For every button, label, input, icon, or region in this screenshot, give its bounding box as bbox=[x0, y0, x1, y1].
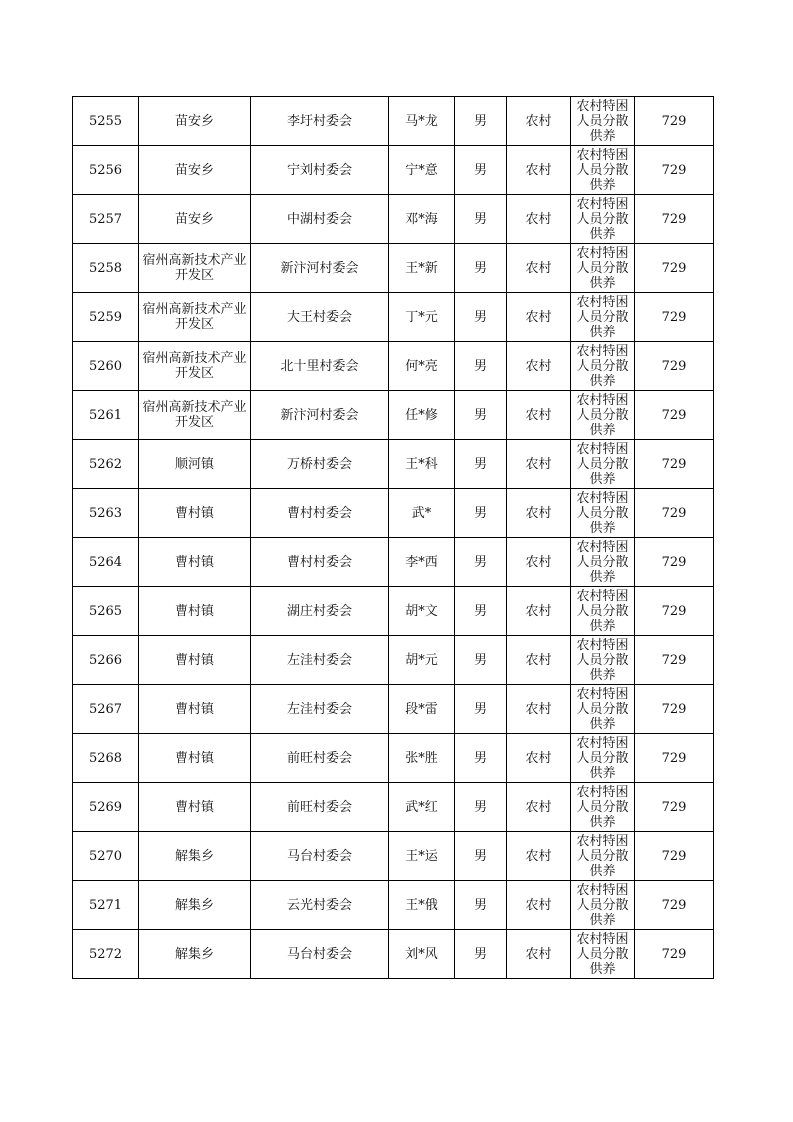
table-row bbox=[73, 97, 714, 146]
support-category-line: 供养 bbox=[589, 667, 616, 683]
township-cell: 曹村镇 bbox=[139, 538, 251, 587]
support-category-cell bbox=[571, 244, 635, 293]
person-name-cell: 王*运 bbox=[389, 832, 455, 881]
township-cell: 曹村镇 bbox=[139, 734, 251, 783]
support-category-line: 农村特困 bbox=[576, 735, 629, 751]
serial-number-cell: 5267 bbox=[73, 685, 139, 734]
area-type-cell: 农村 bbox=[507, 97, 571, 146]
gender-cell: 男 bbox=[455, 881, 507, 930]
table-row bbox=[73, 685, 714, 734]
table-row bbox=[73, 538, 714, 587]
support-category-cell bbox=[571, 587, 635, 636]
area-type-cell: 农村 bbox=[507, 734, 571, 783]
support-category-line: 人员分散 bbox=[576, 407, 629, 423]
support-category-line: 人员分散 bbox=[576, 211, 629, 227]
township-cell: 解集乡 bbox=[139, 832, 251, 881]
amount-cell: 729 bbox=[635, 685, 714, 734]
table-row bbox=[73, 440, 714, 489]
support-category-cell bbox=[571, 195, 635, 244]
support-category-cell bbox=[571, 97, 635, 146]
support-category-line: 供养 bbox=[589, 520, 616, 536]
table-row bbox=[73, 293, 714, 342]
support-category-cell bbox=[571, 930, 635, 979]
amount-cell: 729 bbox=[635, 538, 714, 587]
township-cell: 宿州高新技术产业开发区 bbox=[139, 342, 251, 391]
table-row bbox=[73, 244, 714, 293]
support-category-cell bbox=[571, 440, 635, 489]
support-category-line: 供养 bbox=[589, 275, 616, 291]
support-category-line: 人员分散 bbox=[576, 946, 629, 962]
support-category-line: 供养 bbox=[589, 471, 616, 487]
table-row bbox=[73, 391, 714, 440]
serial-number-cell: 5266 bbox=[73, 636, 139, 685]
area-type-cell: 农村 bbox=[507, 832, 571, 881]
township-cell: 曹村镇 bbox=[139, 783, 251, 832]
table-row bbox=[73, 783, 714, 832]
township-cell: 曹村镇 bbox=[139, 489, 251, 538]
village-committee-cell: 云光村委会 bbox=[251, 881, 389, 930]
support-category-line: 供养 bbox=[589, 373, 616, 389]
village-committee-cell: 前旺村委会 bbox=[251, 783, 389, 832]
person-name-cell: 王*科 bbox=[389, 440, 455, 489]
village-committee-cell: 左洼村委会 bbox=[251, 636, 389, 685]
village-committee-cell: 中湖村委会 bbox=[251, 195, 389, 244]
amount-cell: 729 bbox=[635, 587, 714, 636]
village-committee-cell: 马台村委会 bbox=[251, 832, 389, 881]
support-category-cell bbox=[571, 342, 635, 391]
person-name-cell: 王*俄 bbox=[389, 881, 455, 930]
person-name-cell: 丁*元 bbox=[389, 293, 455, 342]
person-name-cell: 武*红 bbox=[389, 783, 455, 832]
gender-cell: 男 bbox=[455, 489, 507, 538]
support-category-line: 人员分散 bbox=[576, 652, 629, 668]
township-cell: 宿州高新技术产业开发区 bbox=[139, 391, 251, 440]
village-committee-cell: 大王村委会 bbox=[251, 293, 389, 342]
amount-cell: 729 bbox=[635, 440, 714, 489]
serial-number-cell: 5261 bbox=[73, 391, 139, 440]
support-category-line: 人员分散 bbox=[576, 113, 629, 129]
person-name-cell: 胡*元 bbox=[389, 636, 455, 685]
support-category-line: 供养 bbox=[589, 128, 616, 144]
support-category-line: 农村特困 bbox=[576, 931, 629, 947]
support-category-line: 人员分散 bbox=[576, 750, 629, 766]
person-name-cell: 邓*海 bbox=[389, 195, 455, 244]
gender-cell: 男 bbox=[455, 293, 507, 342]
relief-roster-table bbox=[72, 96, 714, 979]
gender-cell: 男 bbox=[455, 930, 507, 979]
area-type-cell: 农村 bbox=[507, 685, 571, 734]
support-category-line: 供养 bbox=[589, 961, 616, 977]
gender-cell: 男 bbox=[455, 146, 507, 195]
serial-number-cell: 5271 bbox=[73, 881, 139, 930]
area-type-cell: 农村 bbox=[507, 195, 571, 244]
township-cell: 解集乡 bbox=[139, 930, 251, 979]
table-body bbox=[73, 97, 714, 979]
support-category-line: 农村特困 bbox=[576, 196, 629, 212]
amount-cell: 729 bbox=[635, 97, 714, 146]
support-category-line: 供养 bbox=[589, 177, 616, 193]
township-cell: 宿州高新技术产业开发区 bbox=[139, 293, 251, 342]
table-row bbox=[73, 930, 714, 979]
amount-cell: 729 bbox=[635, 146, 714, 195]
support-category-cell bbox=[571, 146, 635, 195]
serial-number-cell: 5255 bbox=[73, 97, 139, 146]
table-row bbox=[73, 489, 714, 538]
table-row bbox=[73, 832, 714, 881]
amount-cell: 729 bbox=[635, 342, 714, 391]
village-committee-cell: 左洼村委会 bbox=[251, 685, 389, 734]
support-category-cell bbox=[571, 783, 635, 832]
support-category-line: 农村特困 bbox=[576, 833, 629, 849]
village-committee-cell: 宁刘村委会 bbox=[251, 146, 389, 195]
support-category-line: 人员分散 bbox=[576, 799, 629, 815]
township-cell: 曹村镇 bbox=[139, 587, 251, 636]
amount-cell: 729 bbox=[635, 783, 714, 832]
table-row bbox=[73, 342, 714, 391]
gender-cell: 男 bbox=[455, 636, 507, 685]
person-name-cell: 马*龙 bbox=[389, 97, 455, 146]
support-category-line: 人员分散 bbox=[576, 309, 629, 325]
support-category-cell bbox=[571, 538, 635, 587]
support-category-line: 供养 bbox=[589, 912, 616, 928]
support-category-line: 农村特困 bbox=[576, 686, 629, 702]
support-category-line: 农村特困 bbox=[576, 490, 629, 506]
support-category-line: 农村特困 bbox=[576, 882, 629, 898]
person-name-cell: 张*胜 bbox=[389, 734, 455, 783]
support-category-line: 供养 bbox=[589, 422, 616, 438]
support-category-line: 人员分散 bbox=[576, 603, 629, 619]
support-category-line: 人员分散 bbox=[576, 897, 629, 913]
gender-cell: 男 bbox=[455, 97, 507, 146]
table-row bbox=[73, 734, 714, 783]
support-category-line: 农村特困 bbox=[576, 539, 629, 555]
serial-number-cell: 5260 bbox=[73, 342, 139, 391]
person-name-cell: 武* bbox=[389, 489, 455, 538]
gender-cell: 男 bbox=[455, 342, 507, 391]
support-category-line: 农村特困 bbox=[576, 637, 629, 653]
serial-number-cell: 5269 bbox=[73, 783, 139, 832]
village-committee-cell: 马台村委会 bbox=[251, 930, 389, 979]
village-committee-cell: 新汴河村委会 bbox=[251, 244, 389, 293]
support-category-line: 供养 bbox=[589, 814, 616, 830]
support-category-line: 农村特困 bbox=[576, 441, 629, 457]
support-category-line: 农村特困 bbox=[576, 147, 629, 163]
village-committee-cell: 北十里村委会 bbox=[251, 342, 389, 391]
township-cell: 苗安乡 bbox=[139, 195, 251, 244]
person-name-cell: 何*亮 bbox=[389, 342, 455, 391]
gender-cell: 男 bbox=[455, 685, 507, 734]
support-category-line: 人员分散 bbox=[576, 260, 629, 276]
village-committee-cell: 李圩村委会 bbox=[251, 97, 389, 146]
amount-cell: 729 bbox=[635, 489, 714, 538]
support-category-cell bbox=[571, 391, 635, 440]
serial-number-cell: 5262 bbox=[73, 440, 139, 489]
amount-cell: 729 bbox=[635, 832, 714, 881]
village-committee-cell: 湖庄村委会 bbox=[251, 587, 389, 636]
gender-cell: 男 bbox=[455, 587, 507, 636]
support-category-line: 农村特困 bbox=[576, 784, 629, 800]
support-category-line: 供养 bbox=[589, 716, 616, 732]
table-row bbox=[73, 881, 714, 930]
support-category-cell bbox=[571, 636, 635, 685]
support-category-line: 农村特困 bbox=[576, 392, 629, 408]
serial-number-cell: 5268 bbox=[73, 734, 139, 783]
amount-cell: 729 bbox=[635, 881, 714, 930]
support-category-line: 供养 bbox=[589, 226, 616, 242]
village-committee-cell: 新汴河村委会 bbox=[251, 391, 389, 440]
area-type-cell: 农村 bbox=[507, 440, 571, 489]
gender-cell: 男 bbox=[455, 783, 507, 832]
table-row bbox=[73, 636, 714, 685]
area-type-cell: 农村 bbox=[507, 244, 571, 293]
area-type-cell: 农村 bbox=[507, 538, 571, 587]
area-type-cell: 农村 bbox=[507, 636, 571, 685]
serial-number-cell: 5272 bbox=[73, 930, 139, 979]
gender-cell: 男 bbox=[455, 538, 507, 587]
gender-cell: 男 bbox=[455, 195, 507, 244]
township-cell: 宿州高新技术产业开发区 bbox=[139, 244, 251, 293]
serial-number-cell: 5256 bbox=[73, 146, 139, 195]
support-category-line: 供养 bbox=[589, 324, 616, 340]
township-cell: 顺河镇 bbox=[139, 440, 251, 489]
support-category-line: 人员分散 bbox=[576, 701, 629, 717]
support-category-line: 农村特困 bbox=[576, 98, 629, 114]
township-cell: 曹村镇 bbox=[139, 685, 251, 734]
person-name-cell: 段*雷 bbox=[389, 685, 455, 734]
support-category-line: 供养 bbox=[589, 569, 616, 585]
amount-cell: 729 bbox=[635, 930, 714, 979]
person-name-cell: 李*西 bbox=[389, 538, 455, 587]
support-category-line: 供养 bbox=[589, 618, 616, 634]
township-cell: 曹村镇 bbox=[139, 636, 251, 685]
person-name-cell: 宁*意 bbox=[389, 146, 455, 195]
area-type-cell: 农村 bbox=[507, 489, 571, 538]
serial-number-cell: 5263 bbox=[73, 489, 139, 538]
support-category-line: 人员分散 bbox=[576, 505, 629, 521]
support-category-line: 人员分散 bbox=[576, 848, 629, 864]
township-cell: 解集乡 bbox=[139, 881, 251, 930]
support-category-cell bbox=[571, 734, 635, 783]
support-category-line: 农村特困 bbox=[576, 588, 629, 604]
area-type-cell: 农村 bbox=[507, 342, 571, 391]
support-category-cell bbox=[571, 293, 635, 342]
support-category-line: 农村特困 bbox=[576, 343, 629, 359]
gender-cell: 男 bbox=[455, 244, 507, 293]
amount-cell: 729 bbox=[635, 244, 714, 293]
amount-cell: 729 bbox=[635, 195, 714, 244]
person-name-cell: 胡*文 bbox=[389, 587, 455, 636]
serial-number-cell: 5265 bbox=[73, 587, 139, 636]
table-row bbox=[73, 146, 714, 195]
area-type-cell: 农村 bbox=[507, 783, 571, 832]
serial-number-cell: 5257 bbox=[73, 195, 139, 244]
area-type-cell: 农村 bbox=[507, 146, 571, 195]
village-committee-cell: 前旺村委会 bbox=[251, 734, 389, 783]
support-category-line: 农村特困 bbox=[576, 245, 629, 261]
gender-cell: 男 bbox=[455, 391, 507, 440]
support-category-line: 人员分散 bbox=[576, 162, 629, 178]
person-name-cell: 王*新 bbox=[389, 244, 455, 293]
support-category-cell bbox=[571, 832, 635, 881]
area-type-cell: 农村 bbox=[507, 391, 571, 440]
area-type-cell: 农村 bbox=[507, 930, 571, 979]
area-type-cell: 农村 bbox=[507, 881, 571, 930]
support-category-line: 农村特困 bbox=[576, 294, 629, 310]
serial-number-cell: 5264 bbox=[73, 538, 139, 587]
amount-cell: 729 bbox=[635, 293, 714, 342]
serial-number-cell: 5270 bbox=[73, 832, 139, 881]
village-committee-cell: 万桥村委会 bbox=[251, 440, 389, 489]
support-category-cell bbox=[571, 881, 635, 930]
amount-cell: 729 bbox=[635, 636, 714, 685]
serial-number-cell: 5259 bbox=[73, 293, 139, 342]
township-cell: 苗安乡 bbox=[139, 97, 251, 146]
table-row bbox=[73, 587, 714, 636]
amount-cell: 729 bbox=[635, 734, 714, 783]
village-committee-cell: 曹村村委会 bbox=[251, 489, 389, 538]
table-row bbox=[73, 195, 714, 244]
support-category-line: 人员分散 bbox=[576, 358, 629, 374]
support-category-line: 供养 bbox=[589, 765, 616, 781]
gender-cell: 男 bbox=[455, 832, 507, 881]
area-type-cell: 农村 bbox=[507, 293, 571, 342]
serial-number-cell: 5258 bbox=[73, 244, 139, 293]
gender-cell: 男 bbox=[455, 440, 507, 489]
village-committee-cell: 曹村村委会 bbox=[251, 538, 389, 587]
person-name-cell: 刘*风 bbox=[389, 930, 455, 979]
support-category-line: 供养 bbox=[589, 863, 616, 879]
area-type-cell: 农村 bbox=[507, 587, 571, 636]
person-name-cell: 任*修 bbox=[389, 391, 455, 440]
amount-cell: 729 bbox=[635, 391, 714, 440]
support-category-cell bbox=[571, 685, 635, 734]
support-category-line: 人员分散 bbox=[576, 554, 629, 570]
support-category-line: 人员分散 bbox=[576, 456, 629, 472]
gender-cell: 男 bbox=[455, 734, 507, 783]
township-cell: 苗安乡 bbox=[139, 146, 251, 195]
support-category-cell bbox=[571, 489, 635, 538]
